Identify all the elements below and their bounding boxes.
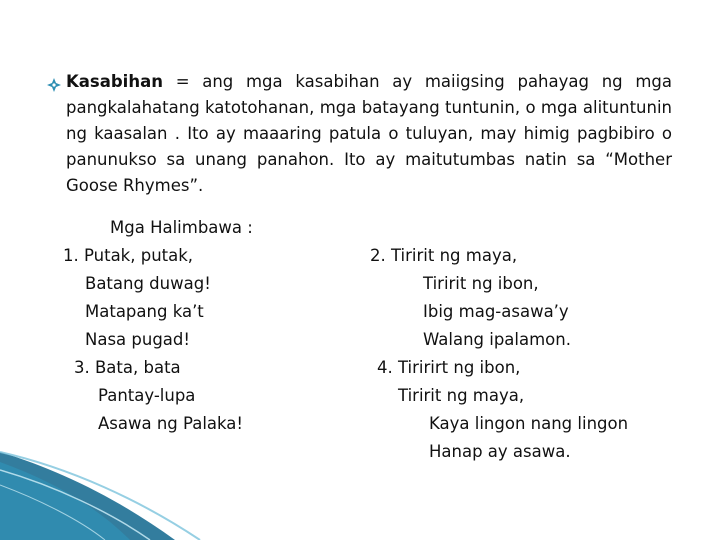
example-2-line-2: Tiririt ng ibon, bbox=[423, 274, 539, 293]
example-1-line-4: Nasa pugad! bbox=[85, 330, 191, 349]
example-1-line-3: Matapang ka’t bbox=[85, 302, 204, 321]
diamond-bullet-icon bbox=[47, 78, 61, 92]
example-3-line-3: Asawa ng Palaka! bbox=[98, 414, 244, 433]
example-3-line-1: 3. Bata, bata bbox=[74, 358, 181, 377]
examples-heading: Mga Halimbawa : bbox=[110, 218, 253, 237]
example-1-line-1: 1. Putak, putak, bbox=[63, 246, 194, 265]
example-2-line-3: Ibig mag-asawa’y bbox=[423, 302, 569, 321]
definition-paragraph bbox=[66, 69, 672, 199]
example-1-line-2: Batang duwag! bbox=[85, 274, 211, 293]
example-2-line-4: Walang ipalamon. bbox=[423, 330, 571, 349]
example-3-line-2: Pantay-lupa bbox=[98, 386, 196, 405]
example-2-line-1: 2. Tiririt ng maya, bbox=[370, 246, 518, 265]
example-4-line-4: Hanap ay asawa. bbox=[429, 442, 571, 461]
definition-text: = ang mga kasabihan ay maiigsing pahayag ng mga pangkalahatang katotohanan, mga batayang tuntunin, o mga alituntunin ng kaasalan . Ito ay maaaring patula o tuluyan, may himig pagbibiro o panunukso sa unang panahon. Ito ay maitutumbas natin sa “Mother Goose Rhymes”. bbox=[66, 72, 672, 195]
example-4-line-2: Tiririt ng maya, bbox=[398, 386, 525, 405]
example-4-line-3: Kaya lingon nang lingon bbox=[429, 414, 629, 433]
term-kasabihan: Kasabihan bbox=[66, 72, 163, 91]
example-4-line-1: 4. Tiririrt ng ibon, bbox=[377, 358, 521, 377]
